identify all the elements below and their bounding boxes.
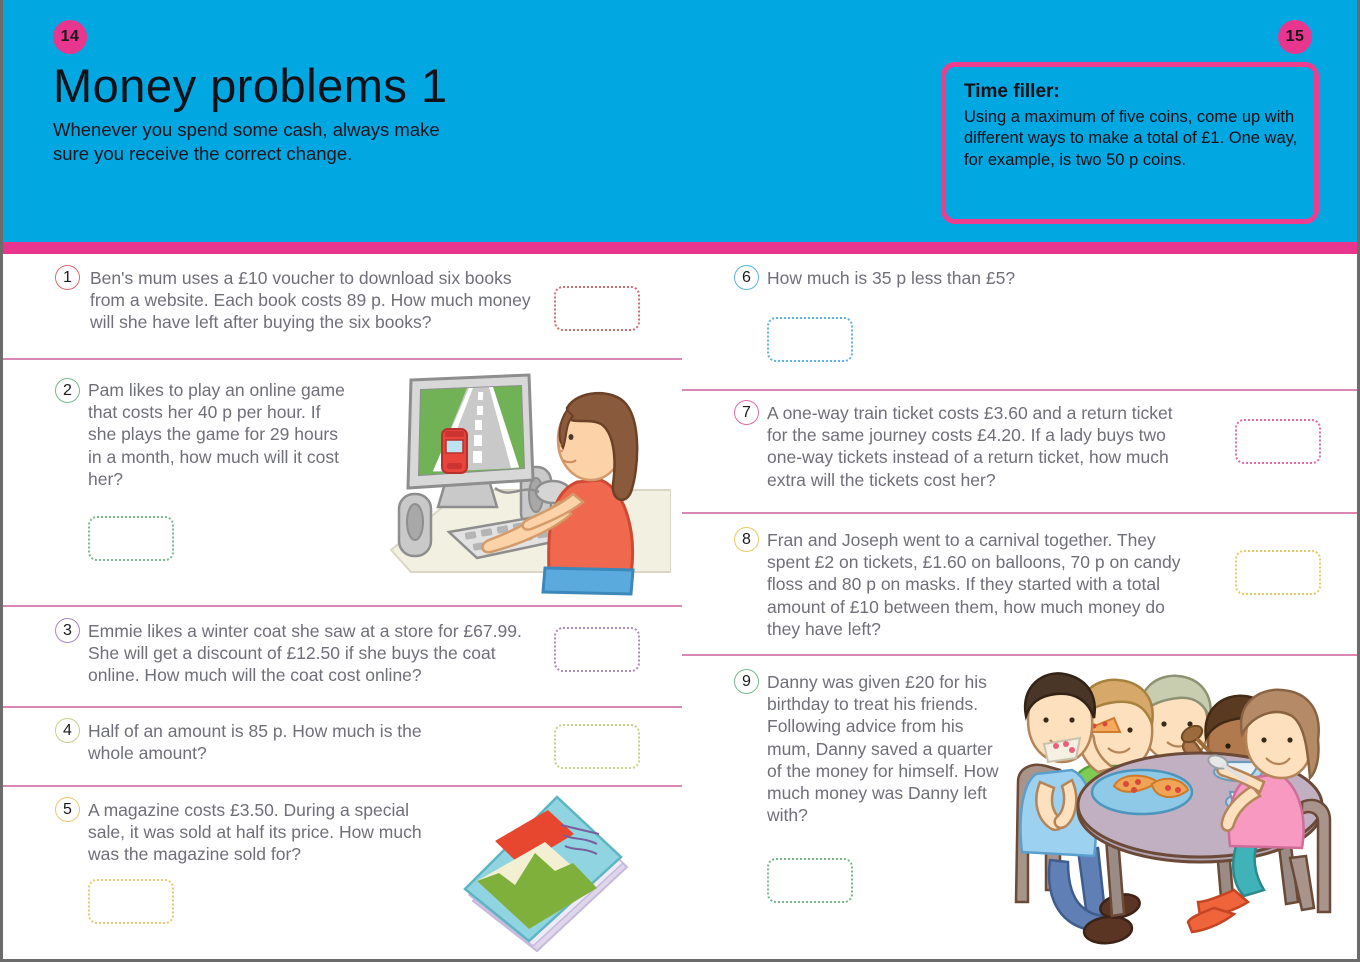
page-title: Money problems 1	[53, 59, 448, 112]
girl-at-computer-illustration	[381, 372, 671, 602]
divider	[3, 785, 682, 787]
question-text-5: A magazine costs £3.50. During a special sale, it was sold at half its price. How much was the magazine sold for?	[88, 800, 422, 865]
answer-box-1[interactable]	[554, 286, 640, 331]
question-text-2: Pam likes to play an online game that costs her 40 p per hour. If she plays the game for 29 hours in a month, how much will it cost her?	[88, 380, 345, 489]
divider	[682, 654, 1360, 656]
question-text-4: Half of an amount is 85 p. How much is the whole amount?	[88, 721, 422, 764]
question-text-9: Danny was given £20 for his birthday to treat his friends. Following advice from his mum, Danny saved a quarter of the money for himself. How much money was Danny left with?	[767, 672, 999, 826]
time-filler-box	[941, 62, 1319, 224]
question-number-9: 9	[734, 669, 759, 694]
divider	[3, 358, 682, 360]
answer-box-4[interactable]	[554, 724, 640, 769]
question-number-1: 1	[55, 265, 80, 290]
question-text-1: Ben's mum uses a £10 voucher to download six books from a website. Each book costs 89 p. How much money will she have left after buying the six books?	[90, 268, 531, 333]
answer-box-6[interactable]	[767, 317, 853, 362]
time-filler-heading: Time filler:	[964, 81, 1060, 102]
question-text-7: A one-way train ticket costs £3.60 and a return ticket for the same journey costs £4.20. If a lady buys two one-way tickets instead of a return ticket, how much extra will the tickets cost her?	[767, 403, 1173, 490]
answer-box-8[interactable]	[1235, 550, 1321, 595]
children-at-table-illustration	[1002, 662, 1347, 947]
divider	[3, 605, 682, 607]
page-subtitle: Whenever you spend some cash, always make sure you receive the correct change.	[53, 119, 440, 164]
answer-box-3[interactable]	[554, 627, 640, 672]
page-number-right: 15	[1278, 20, 1312, 54]
question-number-5: 5	[55, 797, 80, 822]
header-rule	[3, 242, 1360, 254]
question-number-8: 8	[734, 527, 759, 552]
question-number-3: 3	[55, 618, 80, 643]
question-number-2: 2	[55, 378, 80, 403]
question-text-8: Fran and Joseph went to a carnival together. They spent £2 on tickets, £1.60 on balloons, 70 p on candy floss and 80 p on masks. If they started with a total amount of £10 between them, how much money do they have left?	[767, 530, 1181, 639]
question-text-6: How much is 35 p less than £5?	[767, 268, 1016, 288]
page-number-left: 14	[53, 20, 87, 54]
answer-box-2[interactable]	[88, 516, 174, 561]
question-text-3: Emmie likes a winter coat she saw at a store for £67.99. She will get a discount of £12.50 if she buys the coat online. How much will the coat cost online?	[88, 621, 522, 686]
magazine-illustration	[451, 789, 636, 954]
divider	[682, 512, 1360, 514]
divider	[682, 389, 1360, 391]
question-number-6: 6	[734, 265, 759, 290]
answer-box-5[interactable]	[88, 879, 174, 924]
divider	[3, 706, 682, 708]
time-filler-body: Using a maximum of five coins, come up with different ways to make a total of £1. One way, for example, is two 50 p coins.	[964, 108, 1298, 169]
answer-box-7[interactable]	[1235, 419, 1321, 464]
page-header	[3, 0, 1360, 242]
question-number-4: 4	[55, 718, 80, 743]
answer-box-9[interactable]	[767, 858, 853, 903]
question-number-7: 7	[734, 400, 759, 425]
